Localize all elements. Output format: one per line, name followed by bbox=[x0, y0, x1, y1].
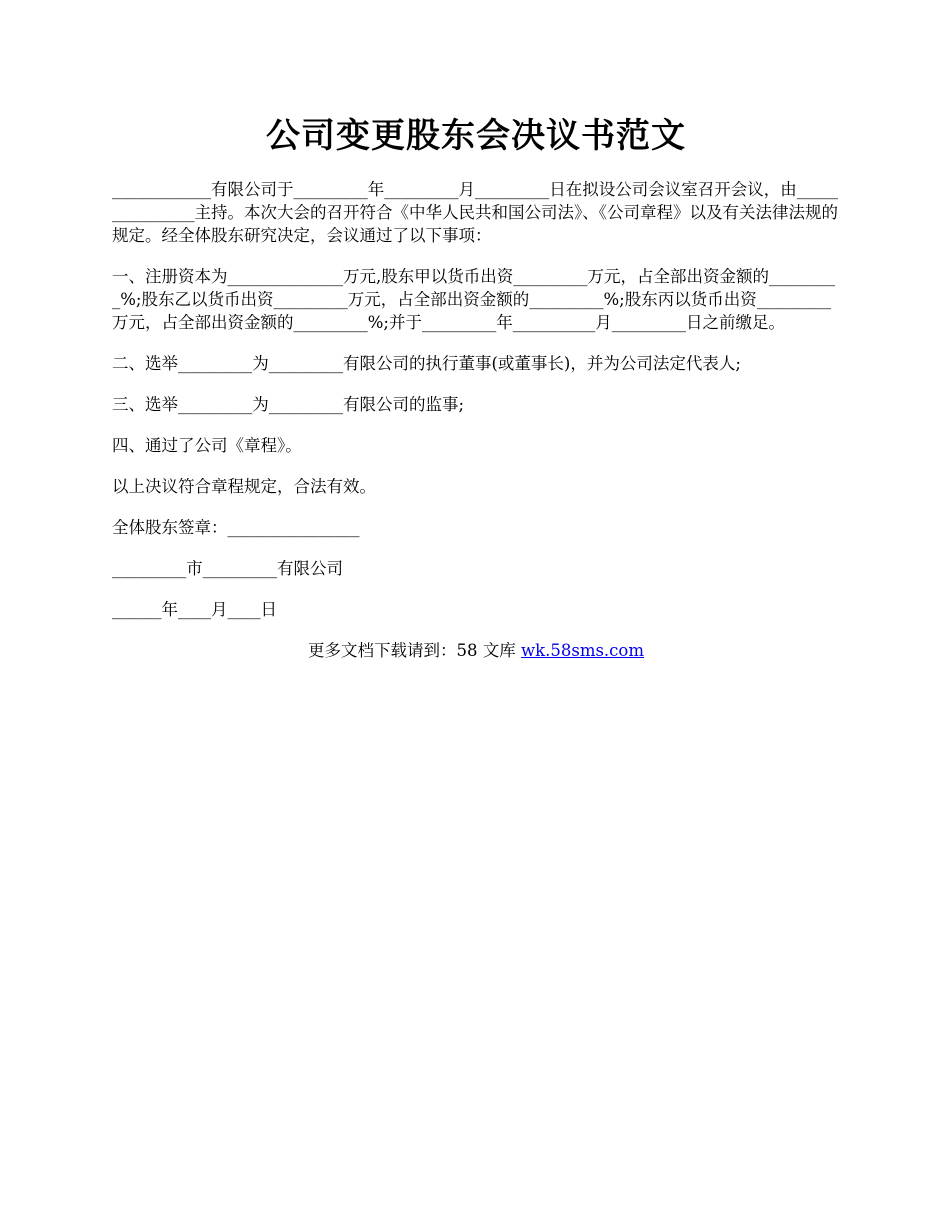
footer-link[interactable]: wk.58sms.com bbox=[520, 641, 644, 660]
document-title: 公司变更股东会决议书范文 bbox=[266, 116, 686, 156]
paragraph-elect-supervisor: 三、选举_________为_________有限公司的监事; bbox=[112, 395, 465, 414]
paragraph-elect-director: 二、选举_________为_________有限公司的执行董事(或董事长)，并为公司法定代表人; bbox=[112, 354, 741, 373]
download-footer bbox=[112, 639, 840, 662]
paragraph-date: ______年____月____日 bbox=[112, 600, 277, 619]
paragraph-adopt-charter: 四、通过了公司《章程》。 bbox=[112, 436, 302, 455]
paragraph-resolution-valid: 以上决议符合章程规定，合法有效。 bbox=[112, 477, 376, 496]
paragraph-meeting-intro: ____________有限公司于_________年_________月_________日在拟设公司会议室召开会议，由_______________主持。本次大会的召开符合《中华人民共和国公司法》、《公司章程》以及有关法律法规的规定。经全体股东研究决定，会议通过了以下事项： bbox=[112, 180, 838, 245]
footer-text: 更多文档下载请到：58 文库 bbox=[307, 641, 521, 660]
paragraph-registered-capital: 一、注册资本为______________万元,股东甲以货币出资_________万元，占全部出资金额的_________%;股东乙以货币出资_________万元，占全部出资金额的_________%;股东丙以货币出资_________万元，占全部出资金额的_________%;并于_________年__________月_________日之前缴足。 bbox=[112, 267, 835, 332]
paragraph-company-name: _________市_________有限公司 bbox=[112, 559, 343, 578]
paragraph-shareholder-signature: 全体股东签章：________________ bbox=[112, 518, 360, 537]
document-page bbox=[112, 108, 840, 662]
